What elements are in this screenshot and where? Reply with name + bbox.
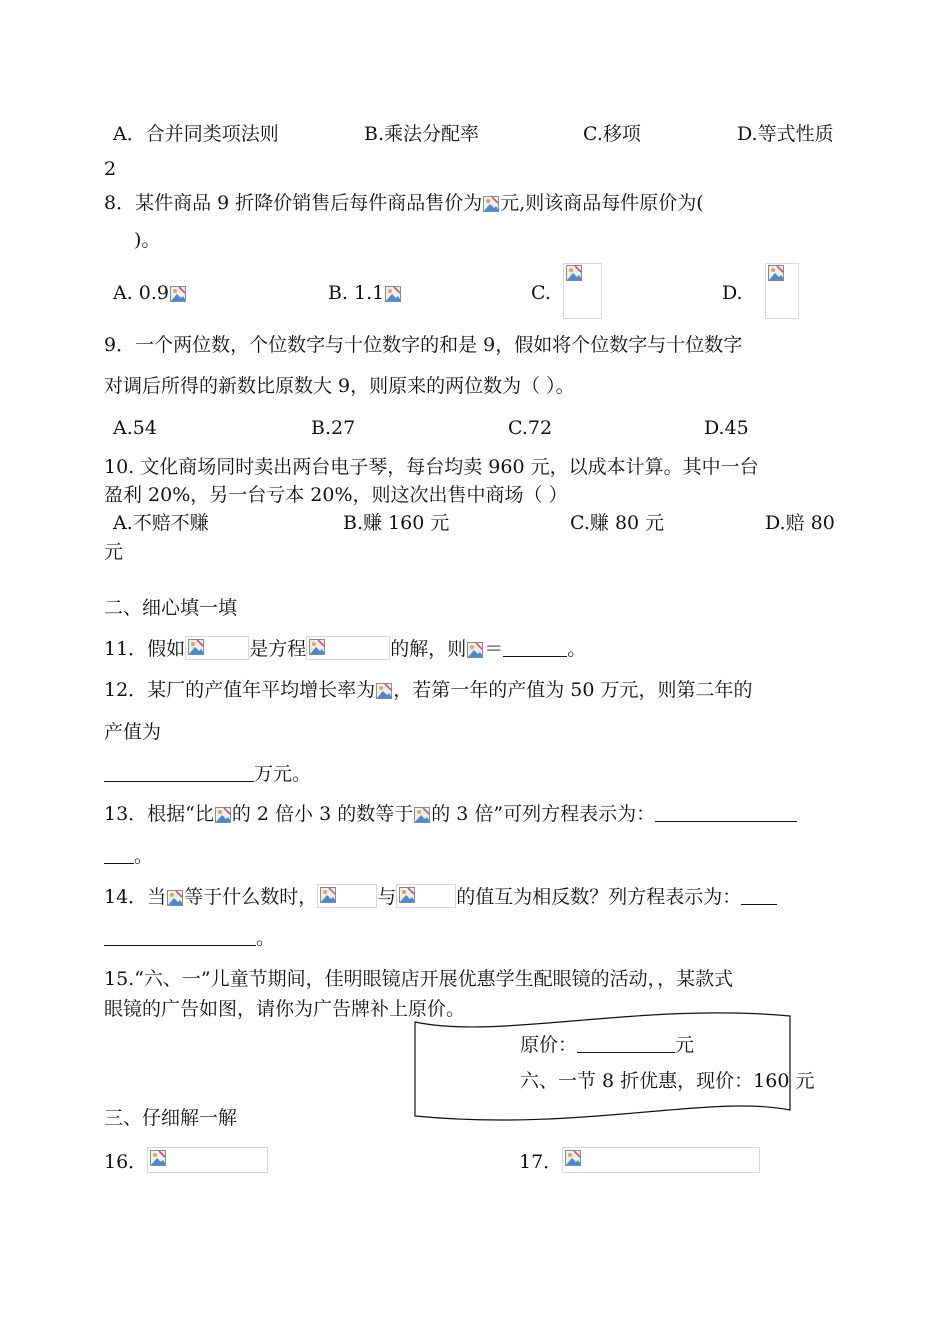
q14-text-3: 与 xyxy=(377,886,397,908)
q12-line2: 产值为 xyxy=(104,721,162,743)
q13-text-4: 。 xyxy=(134,845,154,867)
q12-line3 xyxy=(104,762,311,786)
broken-image-icon xyxy=(768,265,784,281)
sign-price-blank[interactable] xyxy=(577,1034,675,1053)
q9-option-b: B.27 xyxy=(311,417,356,439)
q9-option-c: C.72 xyxy=(508,417,553,439)
q13-text-3: 的 3 倍”可列方程表示为： xyxy=(431,803,656,825)
broken-image-icon xyxy=(320,887,336,903)
q8-option-a-label: A. 0.9 xyxy=(113,282,170,304)
q17-line xyxy=(519,1147,760,1174)
q10-option-d-wrap: 元 xyxy=(104,541,124,563)
broken-image-icon xyxy=(566,265,582,281)
q13-text-1: 13．根据“比 xyxy=(104,803,214,825)
q7-option-c: C.移项 xyxy=(583,123,641,145)
q11-line xyxy=(104,636,586,661)
broken-image-icon xyxy=(376,683,392,699)
q8-option-a xyxy=(113,281,187,305)
q15-line2: 眼镜的广告如图，请你为广告牌补上原价。 xyxy=(104,998,466,1020)
q12-text-1: 12．某厂的产值年平均增长率为 xyxy=(104,679,376,701)
q16-line xyxy=(104,1147,268,1174)
q7-option-b: B.乘法分配率 xyxy=(364,123,480,145)
q13-text-2: 的 2 倍小 3 的数等于 xyxy=(231,803,414,825)
section-3-heading: 三、仔细解一解 xyxy=(104,1107,238,1129)
q7-option-d-wrap: 2 xyxy=(104,158,117,180)
q8-option-c-label: C. xyxy=(531,282,551,304)
q14-image-expr2 xyxy=(396,884,456,908)
q10-line1: 10. 文化商场同时卖出两台电子琴，每台均卖 960 元，以成本计算。其中一台 xyxy=(104,456,759,478)
q8-option-c-image xyxy=(563,263,602,319)
q12-answer-blank[interactable] xyxy=(104,763,254,782)
q8-line1 xyxy=(104,191,704,215)
q8-option-b-label: B. 1.1 xyxy=(328,282,385,304)
broken-image-icon xyxy=(215,807,231,823)
q10-option-c: C.赚 80 元 xyxy=(570,512,665,534)
q12-text-3: 万元。 xyxy=(254,763,312,785)
q13-line1 xyxy=(104,802,797,826)
q16-number: 16． xyxy=(104,1151,148,1173)
q11-image-x xyxy=(185,636,249,660)
q11-text-1: 11．假如 xyxy=(104,638,186,660)
q10-option-a: A.不赔不赚 xyxy=(113,512,209,534)
q14-answer-blank[interactable] xyxy=(741,886,777,905)
sign-price-label: 原价： xyxy=(520,1034,578,1056)
q11-image-equation xyxy=(306,636,390,660)
q15-line1: 15.“六、一”儿童节期间，佳明眼镜店开展优惠学生配眼镜的活动，，某款式 xyxy=(104,968,734,990)
q11-text-3: 的解，则 xyxy=(390,638,467,660)
q8-line2: )。 xyxy=(134,229,161,251)
broken-image-icon xyxy=(414,807,430,823)
q10-option-d: D.赔 80 xyxy=(765,512,835,534)
advertisement-sign xyxy=(410,1010,800,1126)
broken-image-icon xyxy=(150,1150,166,1166)
q11-text-5: 。 xyxy=(567,638,587,660)
q9-option-d: D.45 xyxy=(704,417,749,439)
q10-option-b: B.赚 160 元 xyxy=(343,512,450,534)
q8-text-before: 8．某件商品 9 折降价销售后每件商品售价为 xyxy=(104,192,483,214)
q14-line2 xyxy=(104,926,275,950)
q14-text-1: 14．当 xyxy=(104,886,167,908)
broken-image-icon xyxy=(170,286,186,302)
q13-answer-blank[interactable] xyxy=(655,803,797,822)
broken-image-icon xyxy=(565,1150,581,1166)
q14-answer-blank-cont[interactable] xyxy=(104,927,256,946)
q14-text-2: 等于什么数时， xyxy=(184,886,318,908)
q11-text-2: 是方程 xyxy=(249,638,307,660)
q14-image-expr1 xyxy=(317,884,377,908)
q13-answer-blank-cont[interactable] xyxy=(104,845,134,864)
q8-option-b xyxy=(328,281,402,305)
q7-option-a: A．合并同类项法则 xyxy=(113,123,279,145)
broken-image-icon xyxy=(483,196,499,212)
q13-line2 xyxy=(104,844,153,868)
q10-line2: 盈利 20%，另一台亏本 20%，则这次出售中商场（ ） xyxy=(104,484,568,506)
q14-text-5: 。 xyxy=(256,927,276,949)
broken-image-icon xyxy=(167,890,183,906)
sign-line1 xyxy=(520,1033,694,1057)
broken-image-icon xyxy=(385,286,401,302)
sign-line2: 六、一节 8 折优惠，现价：160 元 xyxy=(520,1070,815,1092)
q17-number: 17． xyxy=(519,1151,563,1173)
q8-option-d-label: D. xyxy=(722,282,743,304)
q7-option-d: D.等式性质 xyxy=(737,123,834,145)
q8-text-after: 元,则该商品每件原价为( xyxy=(500,192,704,214)
q9-line1: 9．一个两位数，个位数字与十位数字的和是 9，假如将个位数字与十位数字 xyxy=(104,334,743,356)
section-2-heading: 二、细心填一填 xyxy=(104,597,238,619)
q9-line2: 对调后所得的新数比原数大 9，则原来的两位数为（ ）。 xyxy=(104,375,575,397)
q9-option-a: A.54 xyxy=(113,417,157,439)
broken-image-icon xyxy=(399,887,415,903)
broken-image-icon xyxy=(467,642,483,658)
q11-answer-blank[interactable] xyxy=(503,638,567,657)
sign-price-unit: 元 xyxy=(675,1034,695,1056)
broken-image-icon xyxy=(309,639,325,655)
q16-image xyxy=(147,1147,268,1173)
q14-line1 xyxy=(104,884,777,909)
q11-text-4: ＝ xyxy=(484,638,504,660)
q12-text-2: ，若第一年的产值为 50 万元，则第二年的 xyxy=(393,679,753,701)
q8-option-d-image xyxy=(765,263,799,319)
q12-line1 xyxy=(104,678,752,702)
broken-image-icon xyxy=(188,639,204,655)
q17-image xyxy=(562,1147,760,1173)
q14-text-4: 的值互为相反数？列方程表示为： xyxy=(456,886,742,908)
